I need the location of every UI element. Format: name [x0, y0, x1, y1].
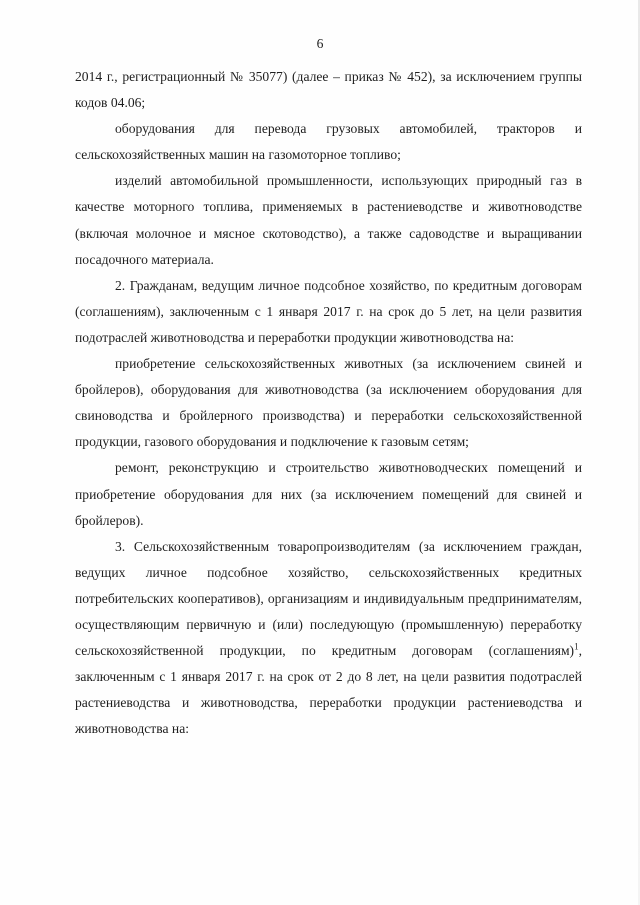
document-body [75, 64, 582, 742]
footnote-reference: 1 [574, 641, 579, 652]
page-number: 6 [316, 36, 324, 51]
paragraph-7-text-after: , заключенным с 1 января 2017 г. на срок от 2 до 8 лет, на цели развития подотраслей растениеводства и животноводства, переработки продукции растениеводства и животноводства на: [75, 643, 582, 737]
paragraph-3: изделий автомобильной промышленности, использующих природный газ в качестве моторного топлива, применяемых в растениеводстве и животноводстве (включая молочное и мясное скотоводство), а также садоводстве и выращивании посадочного материала. [75, 173, 582, 267]
paragraph-2: оборудования для перевода грузовых автомобилей, тракторов и сельскохозяйственных машин на газомоторное топливо; [75, 121, 582, 163]
paragraph-7 [75, 534, 582, 743]
paragraph-6: ремонт, реконструкцию и строительство животноводческих помещений и приобретение оборудования для них (за исключением помещений для свиней и бройлеров). [75, 460, 582, 528]
paragraph-7-text-before: 3. Сельскохозяйственным товаропроизводителям (за исключением граждан, ведущих личное подсобное хозяйство, сельскохозяйственных кредитных потребительских кооперативов), организациям и индивидуальным предпринимателям, осуществляющим первичную и (или) последующую (промышленную) переработку сельскохозяйственной продукции, по кредитным договорам (соглашениям) [75, 538, 582, 659]
paragraph-5: приобретение сельскохозяйственных животных (за исключением свиней и бройлеров), оборудования для животноводства (за исключением оборудования для свиноводства и бройлерного производства) и переработки сельскохозяйственной продукции, газового оборудования и подключение к газовым сетям; [75, 356, 582, 450]
paragraph-1: 2014 г., регистрационный № 35077) (далее – приказ № 452), за исключением группы кодов 04.06; [75, 69, 582, 111]
paragraph-4: 2. Гражданам, ведущим личное подсобное хозяйство, по кредитным договорам (соглашениям), заключенным с 1 января 2017 г. на срок до 5 лет, на цели развития подотраслей животноводства и переработки продукции животноводства на: [75, 277, 582, 345]
